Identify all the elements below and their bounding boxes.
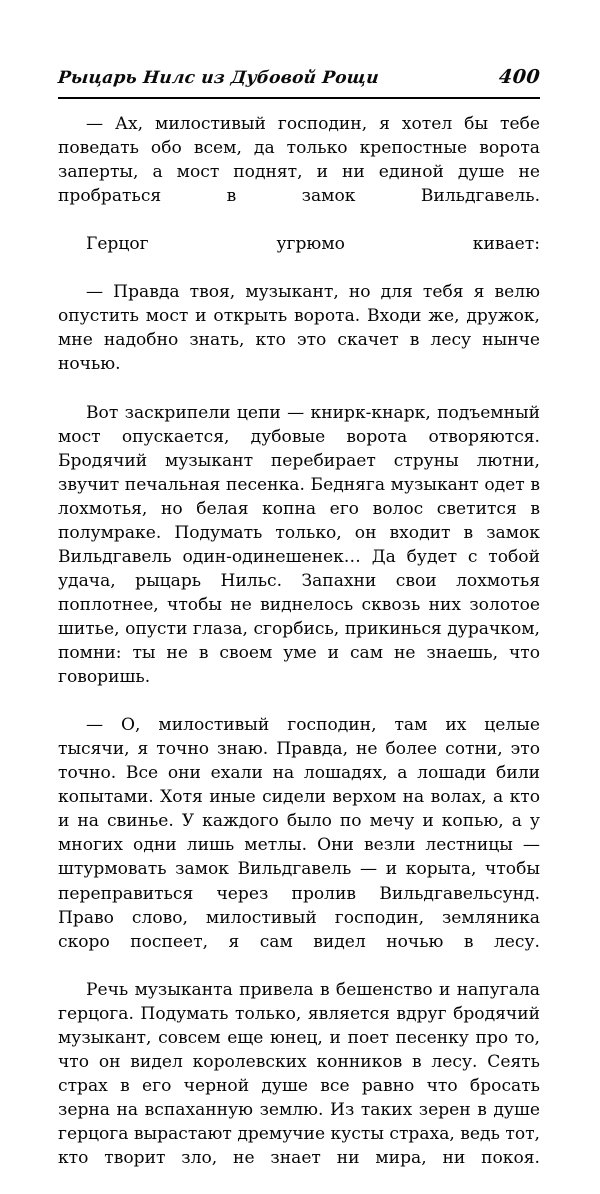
paragraph: Вот заскрипели цепи — книрк-кнарк, подъемный мост опускается, дубовые ворота отворяются. Бродячий музыкант перебирает струны лютни, звучит печальная песенка. Бедняга музыкант одет в лохмотья, но белая копна его волос светится в полумраке. Подумать только, он входит в замок Вильдгавель один-одинешенек… Да будет с тобой удача, рыцарь Нильс. Запахни свои лохмотья поплотнее, чтобы не виднелось сквозь них золотое шитье, опусти глаза, сгорбись, прикинься дурачком, помни: ты не в своем уме и сам не знаешь, что говоришь. — [58, 402, 540, 688]
header-rule — [58, 97, 540, 99]
paragraph: — Ах, милостивый господин, я хотел бы тебе поведать обо всем, да только крепостные ворота заперты, а мост поднят, и ни единой душе не пробраться в замок Вильдгавель. — [58, 114, 540, 207]
body-text — [58, 112, 540, 1194]
paragraph: — Правда твоя, музыкант, но для тебя я велю опустить мост и открыть ворота. Входи же, дружок, мне надобно знать, кто это скачет в лесу нынче ночью. — [58, 282, 540, 375]
running-head — [58, 66, 540, 92]
paragraph: — О, милостивый господин, там их целые тысячи, я точно знаю. Правда, не более сотни, это точно. Все они ехали на лошадях, а лошади били копытами. Хотя иные сидели верхом на волах, а кто и на свинье. У каждого было по мечу и копью, а у многих одни лишь метлы. Они везли лестницы — штурмовать замок Вильдгавель — и корыта, чтобы переправиться через пролив Вильдгавельсунд. Право слово, милостивый господин, земляника скоро поспеет, я сам видел ночью в лесу. — [58, 715, 540, 952]
running-title: Рыцарь Нилс из Дубовой Рощи — [56, 68, 380, 88]
page-number: 400 — [497, 66, 542, 88]
paragraph: Герцог угрюмо кивает: — [86, 234, 540, 255]
paragraph: Речь музыканта привела в бешенство и напугала герцога. Подумать только, является вдруг бродячий музыкант, совсем еще юнец, и поет песенку про то, что он видел королевских конников в лесу. Сеять страх в его черной душе все равно что бросать зерна на вспаханную землю. Из таких зерен в душе герцога вырастают дремучие кусты страха, ведь тот, кто творит зло, не знает ни мира, ни покоя. — [58, 979, 540, 1169]
